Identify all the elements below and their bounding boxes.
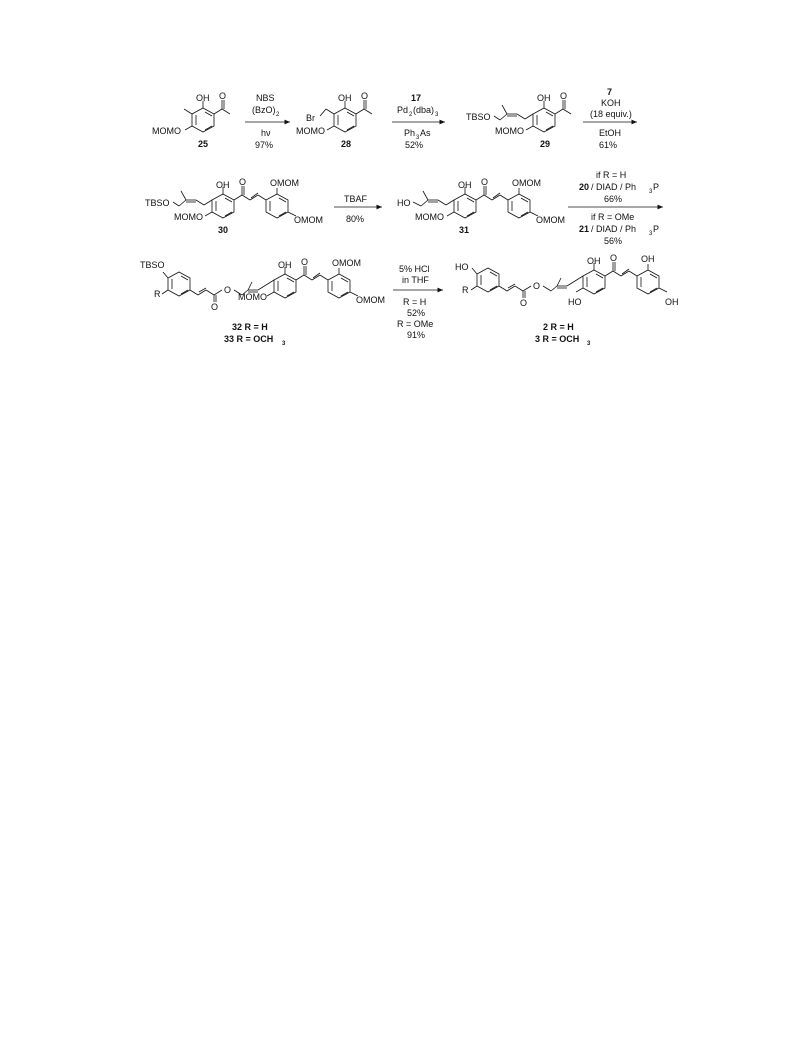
c32-label-o-ester: O: [211, 302, 219, 312]
compound-28: [296, 91, 372, 149]
s6-reagent-hcl: 5% HCl: [399, 264, 430, 274]
c2-label-oh-2: OH: [641, 254, 655, 264]
s3-reagent-koh: KOH: [601, 98, 621, 108]
c29-label-oh: OH: [537, 93, 551, 103]
c28-label-o: O: [361, 91, 369, 101]
s2-reagent-pd: Pd: [397, 105, 409, 115]
step-1: [245, 93, 290, 150]
s2-reagent-17: 17: [411, 93, 422, 103]
c32-label-oh: OH: [278, 260, 292, 270]
c28-number: 28: [341, 139, 352, 149]
s2-reagent-as: As: [420, 128, 431, 138]
s6-yield-1: 52%: [407, 308, 426, 318]
c32-label-momo: MOMO: [238, 292, 267, 302]
s2-reagent-dba: (dba): [413, 105, 435, 115]
s5-reagent-p-2: P: [653, 224, 660, 234]
s5-reagent-diad-1: / DIAD / Ph: [591, 182, 637, 192]
c32-label-omom-2: OMOM: [356, 295, 385, 305]
c32-label-tbso: TBSO: [140, 260, 165, 270]
c25-label-oh: OH: [196, 93, 210, 103]
compound-31: [397, 177, 565, 235]
s5-yield-2: 56%: [604, 236, 623, 246]
c33-number-sub: 3: [282, 341, 286, 347]
s6-reagent-thf: in THF: [402, 275, 429, 285]
c25-number: 25: [198, 139, 209, 149]
s2-yield: 52%: [405, 140, 424, 150]
s5-condition-ome: if R = OMe: [591, 212, 635, 222]
step-5: [568, 170, 663, 246]
c28-label-momo: MOMO: [296, 126, 325, 136]
c28-label-oh: OH: [338, 93, 352, 103]
compound-30: [145, 177, 323, 235]
c3-number: 3 R = OCH: [535, 334, 580, 344]
c31-number: 31: [459, 225, 470, 235]
s2-reagent-dba-sub: 3: [435, 112, 439, 118]
c25-label-o: O: [219, 91, 227, 101]
c2-label-o: O: [610, 253, 618, 263]
c31-label-o: O: [481, 177, 489, 187]
c30-label-momo: MOMO: [174, 212, 203, 222]
c28-label-br: Br: [306, 113, 315, 123]
s5-reagent-p-sub-1: 3: [649, 189, 653, 195]
c30-number: 30: [218, 225, 229, 235]
c2-label-oh-3: OH: [665, 297, 679, 307]
s5-reagent-p-1: P: [653, 182, 660, 192]
c2-label-oh-1: OH: [587, 256, 601, 266]
compound-2-3: [455, 253, 679, 347]
c2-label-o-link: O: [533, 281, 541, 291]
s2-reagent-ph: Ph: [404, 128, 416, 138]
c2-label-ho-2: HO: [568, 297, 582, 307]
c29-label-tbso: TBSO: [466, 112, 491, 122]
c31-label-omom-1: OMOM: [512, 178, 541, 188]
c30-label-omom-1: OMOM: [270, 178, 299, 188]
step-4: [334, 194, 382, 224]
s4-reagent: TBAF: [344, 194, 368, 204]
c33-number: 33 R = OCH: [224, 334, 274, 344]
compound-29: [466, 91, 571, 149]
c25-label-momo: MOMO: [152, 126, 181, 136]
s3-reagent-equiv: (18 equiv.): [590, 109, 632, 119]
s5-reagent-20: 20: [579, 182, 590, 192]
step-2: [392, 93, 445, 150]
s1-yield: 97%: [255, 140, 274, 150]
c32-label-omom-1: OMOM: [332, 258, 361, 268]
step-3: [583, 87, 637, 150]
c30-label-o: O: [239, 177, 247, 187]
s5-condition-h: if R = H: [596, 170, 627, 180]
s6-yield-2: 91%: [407, 330, 426, 340]
s6-condition-h: R = H: [403, 297, 427, 307]
s2-reagent-pd-sub: 2: [409, 112, 413, 118]
c31-label-oh: OH: [458, 180, 472, 190]
s2-reagent-ph-sub: 3: [416, 135, 420, 141]
c2-label-o-ester: O: [520, 298, 528, 308]
c31-label-omom-2: OMOM: [536, 215, 565, 225]
s6-condition-ome: R = OMe: [397, 319, 434, 329]
c32-number: 32 R = H: [232, 322, 268, 332]
compound-32-33: [140, 257, 385, 347]
c29-label-o: O: [560, 91, 568, 101]
c32-label-o-link: O: [224, 285, 232, 295]
s1-reagent-bzo: (BzO): [252, 105, 276, 115]
c2-label-r: R: [462, 285, 469, 295]
s3-solvent: EtOH: [599, 128, 622, 138]
c2-label-ho-1: HO: [455, 262, 469, 272]
s1-reagent-bzo-sub: 2: [276, 112, 280, 118]
c30-label-tbso: TBSO: [145, 198, 170, 208]
compound-25: [152, 91, 230, 149]
c32-label-o: O: [301, 257, 309, 267]
s5-reagent-p-sub-2: 3: [649, 231, 653, 237]
s5-reagent-21: 21: [579, 224, 590, 234]
step-6: [393, 264, 443, 340]
c3-number-sub: 3: [587, 341, 591, 347]
c30-label-oh: OH: [216, 180, 230, 190]
s1-condition-hv: hν: [261, 128, 271, 138]
c2-number: 2 R = H: [543, 322, 574, 332]
s5-reagent-diad-2: / DIAD / Ph: [591, 224, 637, 234]
s1-reagent-nbs: NBS: [256, 93, 275, 103]
c31-label-ho: HO: [397, 198, 411, 208]
c29-number: 29: [540, 139, 551, 149]
c29-label-momo: MOMO: [495, 126, 524, 136]
s3-yield: 61%: [599, 140, 618, 150]
s3-reagent-7: 7: [607, 87, 613, 97]
c31-label-momo: MOMO: [415, 212, 444, 222]
s5-yield-1: 66%: [604, 194, 623, 204]
c32-label-r: R: [154, 289, 161, 299]
s4-yield: 80%: [346, 214, 365, 224]
c30-label-omom-2: OMOM: [294, 215, 323, 225]
